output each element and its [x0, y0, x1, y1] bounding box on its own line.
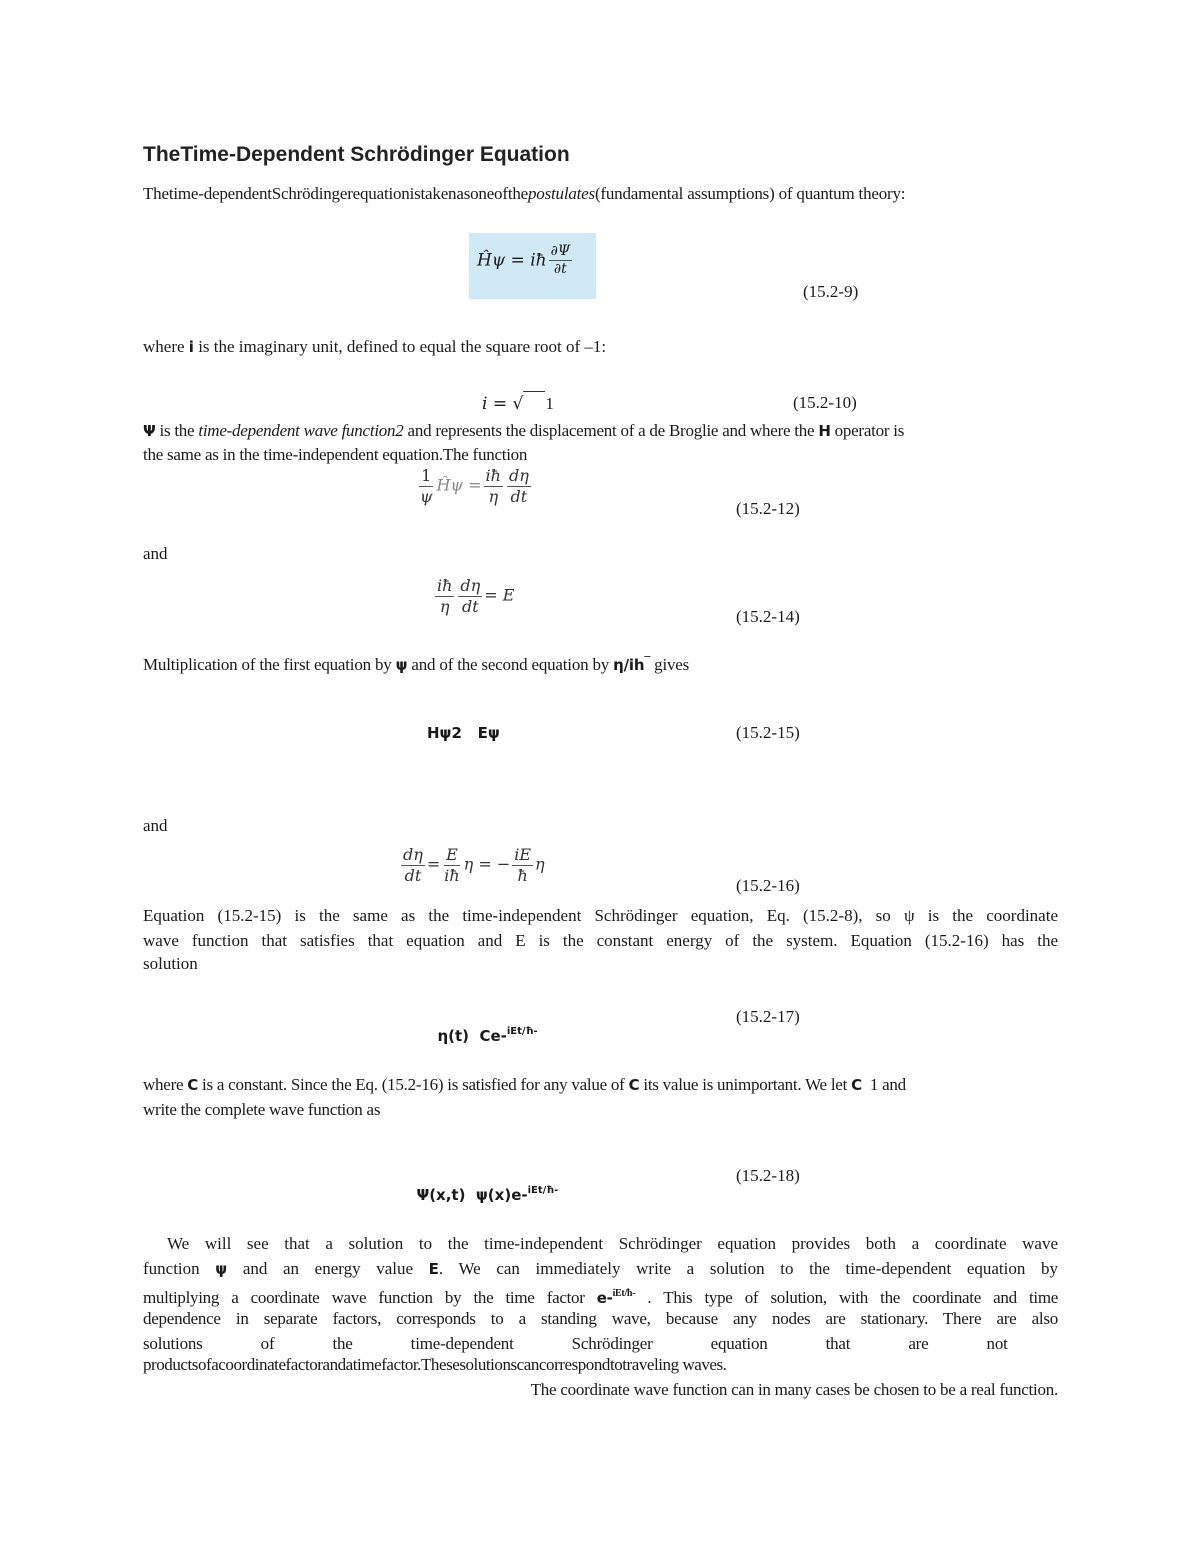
mult-text-3: gives [650, 655, 690, 674]
time-factor: e- [596, 1289, 613, 1307]
equation-number-15-2-14: (15.2-14) [736, 607, 800, 626]
eq12-fraction-3 [507, 467, 531, 505]
intro-text-1: Thetime-dependentSchrödingerequationistakenasoneofthe [143, 184, 528, 203]
eq10-lhs: i = √ [482, 394, 524, 414]
psi-text-1: is the [155, 421, 199, 440]
mult-macron: ¯ [644, 654, 651, 668]
psi-symbol: Ψ [143, 422, 156, 440]
final-text-3a: multiplying a coordinate wave function by the time factor [143, 1288, 597, 1307]
eq12-f1-num: 1 [421, 466, 432, 485]
eq16-f3-num: iE [514, 845, 532, 864]
eq17-main: η(t) Ce- [437, 1027, 507, 1045]
const-c-3: C [851, 1076, 862, 1094]
final-text-3b: . This type of solution, with the coordinate and time [635, 1288, 1058, 1307]
eq16-f1-num: dη [403, 845, 423, 864]
final-paragraph-line4: dependence in separate factors, corresponds to a standing wave, because any nodes are stationary. There are also [143, 1309, 1058, 1328]
eq16-end: η [535, 854, 545, 874]
psi-text-3: operator is [830, 421, 905, 440]
eq16-f3-den: ħ [517, 865, 528, 885]
eq16-fraction-1 [401, 846, 425, 884]
equation-15-2-15: Hψ2 Eψ [427, 724, 500, 742]
eq10-rhs: 1 [545, 394, 554, 413]
equation-number-15-2-18: (15.2-18) [736, 1166, 800, 1185]
postulates-term: postulates [527, 184, 595, 203]
equation-15-2-18 [406, 1167, 558, 1204]
eq14-rhs: = E [484, 585, 515, 605]
eq16-f2-num: E [446, 845, 458, 864]
equation-paragraph-line1: Equation (15.2-15) is the same as the time-independent Schrödinger equation, Eq. (15.2-8), so ψ is the coordinate [143, 906, 1058, 925]
const-text-1: where [143, 1075, 188, 1094]
eq14-f2-num: dη [460, 576, 481, 595]
eq12-mid: Ĥψ = [436, 475, 482, 495]
equation-15-2-12 [416, 467, 533, 505]
psi-paragraph-line1 [143, 421, 904, 441]
psi-paragraph-line2: the same as in the time-independent equation.The function [143, 445, 528, 464]
eq14-f1-num: iħ [437, 576, 453, 595]
eq9-lhs: Ĥψ = iħ [477, 250, 547, 271]
psi-text-2: and represents the displacement of a de Broglie and where the [403, 421, 819, 440]
equation-number-15-2-12: (15.2-12) [736, 499, 800, 518]
equation-number-15-2-17: (15.2-17) [736, 1007, 800, 1026]
eq12-f1-den: ψ [420, 486, 433, 506]
constant-paragraph-line1 [143, 1075, 906, 1095]
imaginary-unit-line [143, 337, 606, 357]
eq12-f3-den: dt [510, 486, 528, 506]
equation-15-2-10 [482, 391, 554, 414]
time-dependent-wave-function-term: time-dependent wave function2 [198, 421, 404, 440]
imaginary-i: i [188, 338, 194, 356]
eq14-fraction-1 [435, 577, 454, 615]
eq12-f2-num: iħ [485, 466, 501, 485]
eq16-f2-den: iħ [444, 865, 460, 885]
equation-15-2-14 [433, 577, 514, 615]
const-c-2: C [628, 1076, 640, 1094]
equation-paragraph-line2: wave function that satisfies that equation and E is the constant energy of the system. Equation (15.2-16) has the [143, 931, 1058, 950]
eq16-mid: η = − [463, 854, 511, 874]
final-paragraph-line2 [143, 1256, 1058, 1282]
imaginary-post: is the imaginary unit, defined to equal the square root of –1: [193, 337, 607, 356]
const-text-2: is a constant. Since the Eq. (15.2-16) is satisfied for any value of [198, 1075, 629, 1094]
const-text-3: its value is unimportant. We let [639, 1075, 852, 1094]
page-title: TheTime-Dependent Schrödinger Equation [143, 143, 570, 166]
equation-number-15-2-15: (15.2-15) [736, 723, 800, 742]
mult-psi: ψ [395, 656, 408, 674]
eq16-fraction-3 [512, 846, 533, 884]
multiplication-line [143, 654, 689, 675]
eq9-numerator: ∂Ψ [549, 244, 573, 261]
connector-and-1: and [143, 544, 168, 563]
eq16-f1-den: dt [404, 865, 422, 885]
equation-number-15-2-9: (15.2-9) [803, 282, 859, 301]
equation-15-2-16 [399, 846, 545, 884]
eq16-equals: = [426, 854, 441, 874]
final-paragraph-line6: productsofacoordinatefactorandatimefactor.Thesesolutionscancorrespondtotraveling waves. [143, 1355, 727, 1374]
final-paragraph-line1: We will see that a solution to the time-independent Schrödinger equation provides both a coordinate wave [167, 1234, 1058, 1253]
eq9-denominator: ∂t [553, 261, 567, 278]
h-operator: H [818, 422, 831, 440]
final-text-2a: function [143, 1259, 216, 1278]
final-psi: ψ [215, 1260, 228, 1278]
eq12-fraction-1 [418, 467, 435, 505]
equation-number-15-2-10: (15.2-10) [793, 393, 857, 412]
final-paragraph-line7: The coordinate wave function can in many cases be chosen to be a real function. [530, 1380, 1058, 1399]
eq14-f1-den: η [439, 596, 450, 616]
mult-text-2: and of the second equation by [407, 655, 614, 674]
const-text-4: 1 and [861, 1075, 906, 1094]
eq18-main: Ψ(x,t) ψ(x)e- [416, 1186, 528, 1204]
equation-number-15-2-16: (15.2-16) [736, 876, 800, 895]
equation-15-2-17 [427, 1008, 538, 1045]
eq12-fraction-2 [484, 467, 503, 505]
equation-15-2-9 [477, 244, 574, 278]
equation-paragraph-line3: solution [143, 954, 198, 973]
eq14-fraction-2 [458, 577, 482, 615]
eq14-f2-den: dt [462, 596, 479, 616]
final-text-2c: . We can immediately write a solution to the time-dependent equation by [438, 1259, 1058, 1278]
intro-text-2: (fundamental assumptions) of quantum theory: [594, 184, 906, 203]
eq17-superscript: iEt/ħ- [506, 1026, 538, 1037]
eq9-fraction [549, 244, 573, 278]
eq18-superscript: iEt/ħ- [527, 1185, 559, 1196]
eq16-fraction-2 [442, 846, 461, 884]
mult-text-1: Multiplication of the first equation by [143, 655, 396, 674]
sqrt-bar [523, 391, 545, 393]
const-c-1: C [187, 1076, 199, 1094]
constant-paragraph-line2: write the complete wave function as [143, 1100, 381, 1119]
connector-and-2: and [143, 816, 168, 835]
final-paragraph-line5: solutions of the time-dependent Schrödinger equation that are not [143, 1334, 1008, 1353]
time-factor-superscript: iEt/ħ- [612, 1288, 636, 1299]
imaginary-pre: where [143, 337, 189, 356]
intro-paragraph [143, 184, 905, 204]
final-text-2b: and an energy value [227, 1259, 429, 1278]
eq12-f2-den: η [488, 486, 499, 506]
mult-eta: η/ih [613, 656, 645, 674]
final-e: E [428, 1260, 439, 1278]
eq12-f3-num: dη [508, 466, 529, 485]
